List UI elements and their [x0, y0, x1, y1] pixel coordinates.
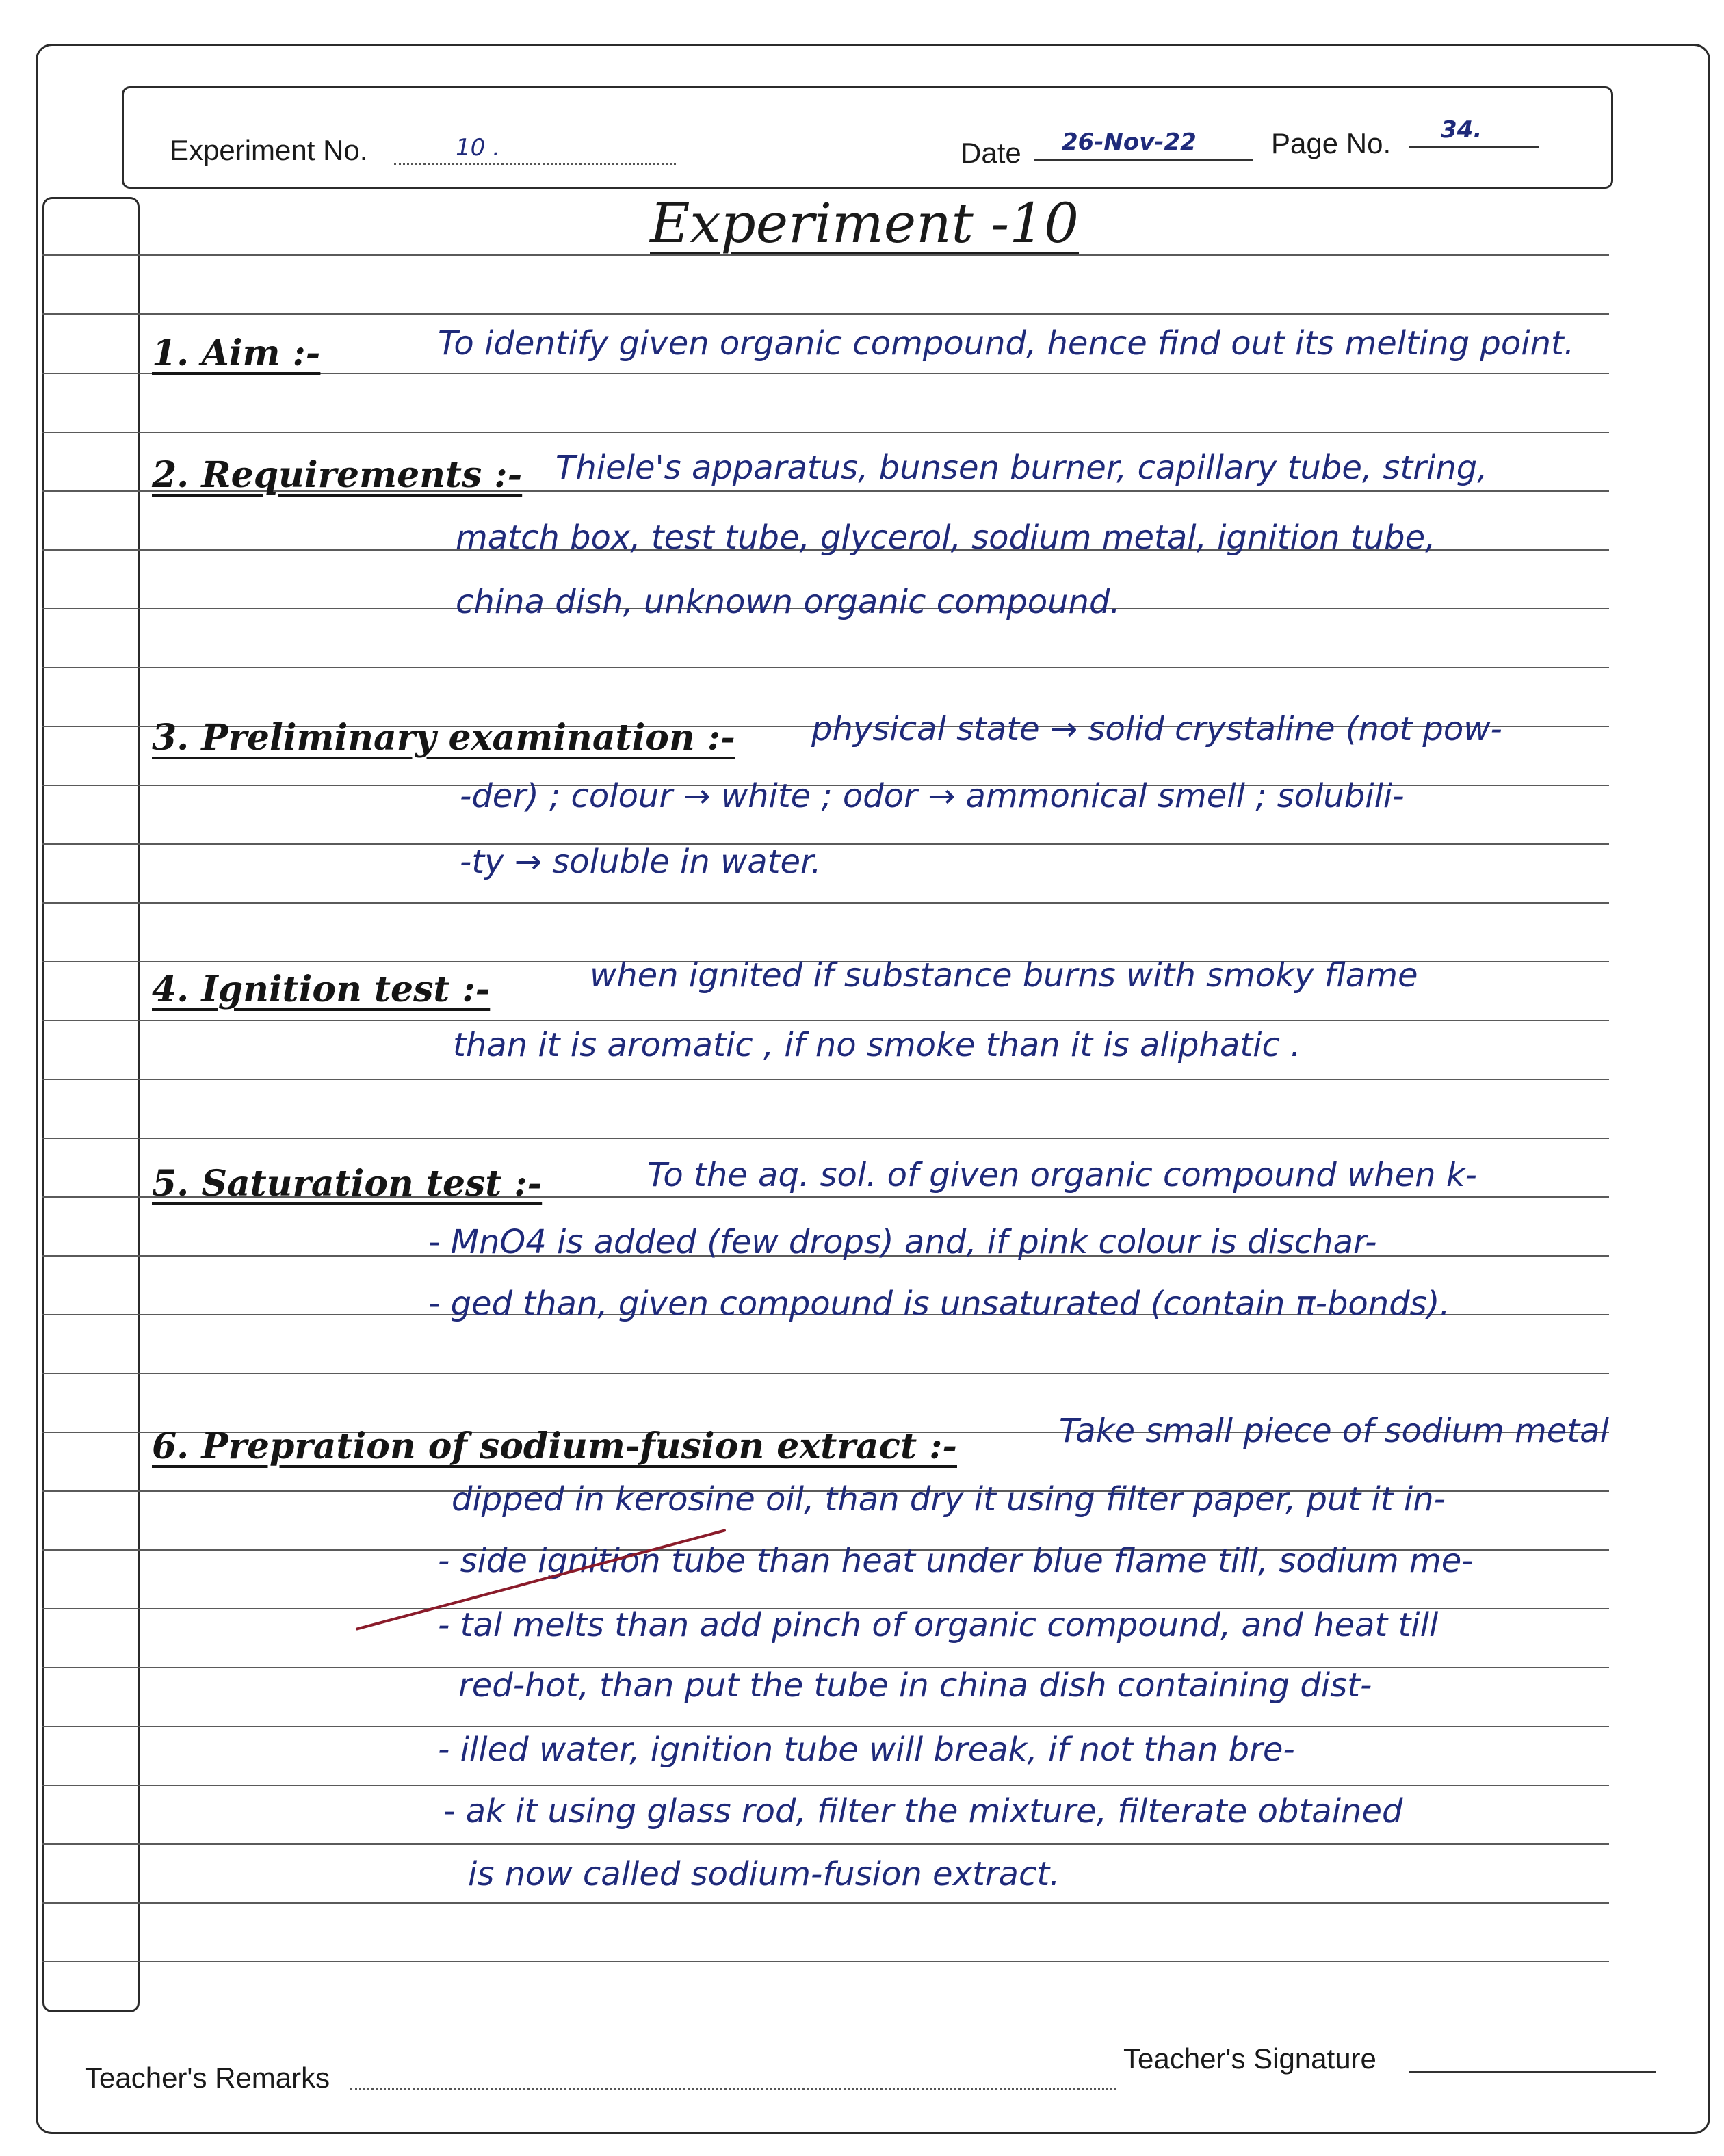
section-heading-requirements: 2. Requirements :- [152, 454, 523, 496]
sodium-fusion-line: red-hot, than put the tube in china dish containing dist- [458, 1666, 1372, 1705]
ignition-line: when ignited if substance burns with smoky flame [590, 956, 1418, 995]
teachers-signature-label: Teacher's Signature [1123, 2042, 1376, 2075]
page-no-underline [1409, 146, 1539, 148]
left-margin-column [42, 197, 140, 2012]
requirements-line: match box, test tube, glycerol, sodium metal, ignition tube, [456, 518, 1436, 557]
page-no-label: Page No. [1271, 127, 1392, 159]
experiment-no-value: 10 . [456, 134, 500, 161]
section-heading-preliminary-examination: 3. Preliminary examination :- [152, 717, 735, 759]
teachers-remarks-dotted-line [350, 2088, 1116, 2090]
date-label: Date [961, 137, 1021, 169]
page-no-value: 34. [1441, 116, 1483, 144]
sodium-fusion-line: - ak it using glass rod, filter the mixture, filterate obtained [443, 1792, 1403, 1830]
section-heading-saturation-test: 5. Saturation test :- [152, 1163, 543, 1205]
sodium-fusion-line: dipped in kerosine oil, than dry it using filter paper, put it in- [452, 1480, 1446, 1519]
requirements-line: Thiele's apparatus, bunsen burner, capillary tube, string, [556, 449, 1488, 487]
saturation-line: - MnO4 is added (few drops) and, if pink colour is dischar- [428, 1223, 1377, 1261]
aim-line: To identify given organic compound, hence find out its melting point. [438, 324, 1575, 363]
date-underline [1034, 159, 1253, 161]
experiment-no-dotted-line [394, 163, 676, 165]
sodium-fusion-line: is now called sodium-fusion extract. [468, 1855, 1060, 1893]
requirements-line: china dish, unknown organic compound. [456, 583, 1121, 621]
sodium-fusion-line: - side ignition tube than heat under blue flame till, sodium me- [438, 1542, 1474, 1580]
page-title: Experiment -10 [650, 192, 1080, 255]
preliminary-line: -der) ; colour → white ; odor → ammonical smell ; solubili- [460, 777, 1405, 815]
sodium-fusion-line: - illed water, ignition tube will break, if not than bre- [438, 1731, 1295, 1769]
section-heading-ignition-test: 4. Ignition test :- [152, 969, 491, 1010]
sodium-fusion-line: - tal melts than add pinch of organic compound, and heat till [438, 1606, 1439, 1644]
section-heading-sodium-fusion-extract: 6. Prepration of sodium-fusion extract :- [152, 1425, 957, 1467]
experiment-no-label: Experiment No. [170, 134, 368, 166]
saturation-line: To the aq. sol. of given organic compound when k- [647, 1156, 1477, 1194]
preliminary-line: physical state → solid crystaline (not pow- [811, 710, 1502, 748]
sodium-fusion-line: Take small piece of sodium metal [1059, 1412, 1609, 1450]
section-heading-aim: 1. Aim :- [152, 332, 321, 374]
date-value: 26-Nov-22 [1062, 129, 1197, 156]
preliminary-line: -ty → soluble in water. [460, 843, 822, 881]
teachers-signature-line [1409, 2071, 1656, 2073]
teachers-remarks-label: Teacher's Remarks [85, 2062, 330, 2094]
saturation-line: - ged than, given compound is unsaturated (contain π-bonds). [428, 1285, 1450, 1323]
ignition-line: than it is aromatic , if no smoke than it is aliphatic . [453, 1026, 1301, 1064]
